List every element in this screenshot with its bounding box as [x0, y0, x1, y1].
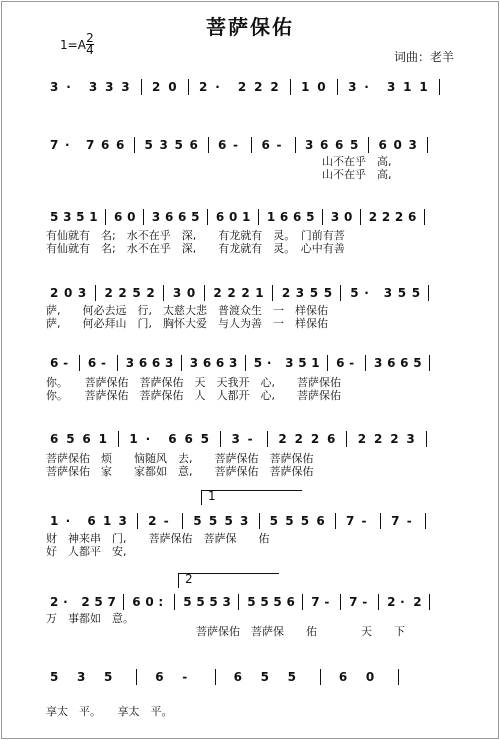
note: 2 — [227, 286, 236, 300]
lyric-line: 菩萨保佑 菩萨保 佑 天 下 — [196, 625, 405, 638]
notation-row — [46, 593, 451, 611]
lyric-line: 你。 菩萨保佑 菩萨保佑 天 天我开 心, 菩萨保佑 — [46, 376, 341, 389]
barline — [181, 355, 182, 371]
barline — [141, 79, 142, 95]
dot: · — [66, 80, 71, 94]
note: 5 — [144, 138, 153, 152]
note: 5 — [273, 595, 282, 609]
barline — [258, 209, 259, 225]
time-bottom: 4 — [86, 43, 94, 57]
barline — [337, 79, 338, 95]
key-signature: 1=A — [60, 38, 86, 52]
barline — [215, 669, 216, 685]
note: 3 — [406, 432, 415, 446]
barline — [143, 209, 144, 225]
note: 5 — [94, 595, 103, 609]
notation-row — [46, 284, 451, 302]
time-signature — [86, 33, 94, 56]
note: 5 — [104, 670, 113, 684]
note: 6 — [387, 356, 396, 370]
note: 6 — [407, 210, 417, 224]
note: 7 — [50, 138, 59, 152]
barline — [163, 285, 164, 301]
note: 3 — [240, 514, 249, 528]
dot: · — [266, 356, 272, 370]
barline — [259, 513, 260, 529]
barline — [429, 355, 430, 371]
note: 6 — [400, 356, 409, 370]
second-ending-bracket — [178, 573, 279, 588]
note: 2 — [237, 80, 247, 94]
note: 2 — [104, 286, 113, 300]
barline — [368, 137, 369, 153]
note: 3 — [383, 286, 393, 300]
barline — [428, 285, 429, 301]
barline — [427, 137, 428, 153]
dot: · — [145, 432, 151, 446]
notation-row — [46, 78, 451, 96]
barline — [136, 669, 137, 685]
note: 3 — [77, 670, 86, 684]
barline — [208, 137, 209, 153]
note: 5 — [285, 514, 294, 528]
note: 5 — [132, 286, 141, 300]
barline — [118, 431, 119, 447]
barline — [320, 669, 321, 685]
sustain-dash: - — [63, 356, 69, 370]
note: 3 — [63, 210, 72, 224]
note: 5 — [306, 210, 315, 224]
sustain-dash: - — [182, 670, 188, 684]
note: 6 — [202, 356, 212, 370]
note: 1 — [419, 80, 428, 94]
sustain-dash: - — [361, 514, 367, 528]
barline — [238, 594, 239, 610]
barline — [378, 594, 379, 610]
note: 6 — [215, 356, 225, 370]
barline — [380, 513, 381, 529]
note: 5 — [200, 432, 210, 446]
sustain-dash: - — [247, 432, 253, 446]
note: 3 — [305, 138, 314, 152]
barline — [340, 594, 341, 610]
note: 1 — [102, 514, 112, 528]
note: 2 — [387, 595, 396, 609]
barline — [188, 79, 189, 95]
note: 2 — [50, 595, 59, 609]
barline — [302, 594, 303, 610]
note: 6 — [164, 210, 174, 224]
note: 6 — [168, 432, 177, 446]
note: 5 — [323, 286, 333, 300]
note: 7 — [86, 138, 95, 152]
note: 3 — [231, 432, 240, 446]
note: 2 — [148, 514, 157, 528]
lyric-line: 萨, 何必去远 行, 太慈大悲 普渡众生 一 样保佑 — [46, 304, 328, 317]
lyric-line: 享太 平。 享太 平。 — [46, 705, 173, 718]
note: 1 — [98, 432, 107, 446]
note: 7 — [107, 595, 116, 609]
lyric-line: 菩萨保佑 家 家都如 意, 菩萨保佑 菩萨保佑 — [46, 465, 314, 478]
note: 1 — [301, 80, 310, 94]
time-top: 2 — [86, 31, 94, 45]
notation-row — [46, 430, 451, 448]
note: 5 — [247, 595, 256, 609]
note: 2 — [213, 286, 222, 300]
note: 0 — [127, 210, 136, 224]
note: 5 — [76, 210, 85, 224]
note: 0 — [365, 670, 375, 684]
note: 3 — [295, 286, 305, 300]
note: 6 — [327, 432, 336, 446]
first-ending-bracket — [201, 490, 302, 505]
note: 7 — [349, 595, 358, 609]
note: 3 — [408, 138, 417, 152]
note: 3 — [348, 80, 357, 94]
note: 6 — [82, 432, 91, 446]
dot: · — [364, 286, 369, 300]
barline — [245, 355, 246, 371]
note: 1 — [242, 210, 251, 224]
sustain-dash: - — [349, 356, 355, 370]
barline — [340, 285, 341, 301]
note: 6 — [233, 670, 242, 684]
note: 1 — [89, 210, 98, 224]
dot: · — [65, 138, 70, 152]
sustain-dash: - — [362, 595, 368, 609]
dot: · — [65, 514, 71, 528]
note: 5 — [397, 286, 407, 300]
sustain-dash: - — [233, 138, 238, 152]
note: 5 — [208, 514, 218, 528]
note: 2 — [254, 80, 263, 94]
volta-number: 2 — [185, 572, 193, 586]
barline — [204, 285, 205, 301]
barline — [335, 513, 336, 529]
note: 6 — [87, 514, 96, 528]
note: 7 — [391, 514, 400, 528]
note: 5 — [196, 595, 205, 609]
note: 6 — [218, 138, 227, 152]
note: 2 — [394, 210, 404, 224]
sustain-dash: - — [324, 595, 330, 609]
barline — [322, 209, 323, 225]
lyric-line: 万 事都如 意。 — [46, 612, 134, 625]
note: 6 — [336, 356, 345, 370]
barline — [117, 355, 118, 371]
lyricist-composer: 词曲：老羊 — [393, 50, 454, 64]
note: 6 — [279, 210, 289, 224]
barline — [398, 669, 399, 685]
barline — [426, 431, 427, 447]
note: 3 — [164, 356, 174, 370]
note: 3 — [121, 80, 130, 94]
note: 6 — [114, 210, 123, 224]
lyric-line: 山不在乎 高, — [322, 168, 392, 181]
note: 2 — [270, 80, 279, 94]
note: 6 — [261, 138, 270, 152]
barline — [95, 285, 96, 301]
note: 5 — [309, 286, 319, 300]
lyric-line: 山不在乎 高, — [322, 155, 392, 168]
note: 6 — [87, 356, 97, 370]
lyric-line: 好 人都平 安, — [46, 545, 127, 558]
dot: · — [400, 595, 405, 609]
notation-row — [46, 354, 451, 372]
note: 6 — [184, 432, 193, 446]
barline — [251, 137, 252, 153]
note: 3 — [118, 514, 127, 528]
barline — [365, 355, 366, 371]
note: 6 — [378, 138, 387, 152]
note: 2 — [118, 286, 127, 300]
note: 6 — [50, 432, 59, 446]
note: 2 — [381, 210, 391, 224]
note: 6 — [189, 138, 198, 152]
note: 0 — [228, 210, 238, 224]
note: 5 — [66, 432, 75, 446]
note: 0 — [186, 286, 196, 300]
barline — [346, 431, 347, 447]
song-title: 菩萨保佑 — [206, 15, 294, 39]
note: 3 — [77, 286, 87, 300]
barline — [174, 594, 175, 610]
note: 6 — [316, 514, 325, 528]
barline — [220, 431, 221, 447]
note: 2 — [294, 432, 303, 446]
note: 5 — [350, 138, 359, 152]
sustain-dash: - — [276, 138, 282, 152]
barline — [290, 79, 291, 95]
note: 2 — [357, 432, 367, 446]
note: 3 — [330, 210, 340, 224]
note: 2 — [281, 286, 291, 300]
lyric-line: 菩萨保佑 烦 恼随风 去, 菩萨保佑 菩萨保佑 — [46, 452, 314, 465]
note: 1 — [403, 80, 412, 94]
notation-row — [46, 208, 451, 226]
note: 7 — [345, 514, 355, 528]
note: 6 — [293, 210, 302, 224]
note: 2 — [152, 80, 161, 94]
notation-row — [46, 668, 451, 686]
note: 1 — [266, 210, 276, 224]
note: 5 — [287, 670, 296, 684]
barline — [137, 513, 138, 529]
lyric-line: 有仙就有 名; 水不在乎 深, 有龙就有 灵。 门前有菩 — [46, 229, 345, 242]
note: 5 — [269, 514, 278, 528]
note: 3 — [159, 138, 168, 152]
barline — [327, 355, 328, 371]
note: 5 — [191, 210, 200, 224]
lyric-line: 有仙就有 名; 水不在乎 深, 有龙就有 灵。 心中有善 — [46, 242, 345, 255]
note: 5 — [300, 514, 310, 528]
sustain-dash: - — [100, 356, 106, 370]
barline — [295, 137, 296, 153]
note: 2 — [390, 432, 399, 446]
barline — [425, 513, 426, 529]
barline — [207, 209, 208, 225]
note: 2 — [374, 432, 383, 446]
note: 2 — [199, 80, 208, 94]
note: 6 — [138, 356, 148, 370]
note: 3 — [151, 210, 161, 224]
barline — [267, 431, 268, 447]
note: 3 — [125, 356, 135, 370]
note: 6 — [320, 138, 329, 152]
note: 5 — [260, 670, 269, 684]
note: 5 — [411, 286, 421, 300]
note: 3 — [88, 80, 98, 94]
lyric-line: 萨, 何必拜山 门, 胸怀大爱 与人为善 一 样保佑 — [46, 317, 328, 330]
note: 5 — [413, 356, 422, 370]
note: 6 — [50, 356, 59, 370]
barline — [360, 209, 361, 225]
note: 3 — [228, 356, 238, 370]
note: 3 — [172, 286, 182, 300]
note: 0 — [343, 210, 353, 224]
note: 2 — [310, 432, 320, 446]
barline — [429, 594, 430, 610]
note: 6 — [151, 356, 161, 370]
notation-row — [46, 136, 451, 154]
note: 3 — [285, 356, 294, 370]
note: 2 — [368, 210, 378, 224]
note: 6 — [335, 138, 344, 152]
lyric-line: 你。 菩萨保佑 菩萨保佑 人 人都开 心, 菩萨保佑 — [46, 389, 341, 402]
note: 2 — [278, 432, 287, 446]
note: 3 — [189, 356, 199, 370]
barline — [134, 137, 135, 153]
note: 5 — [50, 210, 59, 224]
note: 2 — [413, 595, 422, 609]
note: 5 — [193, 514, 202, 528]
volta-number: 1 — [208, 489, 216, 503]
note: 5 — [224, 514, 233, 528]
note: 5 — [298, 356, 307, 370]
note: 3 — [374, 356, 383, 370]
repeat-sign: : — [158, 595, 164, 609]
note: 1 — [50, 514, 59, 528]
note: 6 — [286, 595, 295, 609]
note: 6 — [155, 670, 164, 684]
note: 3 — [105, 80, 114, 94]
note: 5 — [209, 595, 218, 609]
note: 6 — [116, 138, 125, 152]
lyric-line: 财 神来串 门, 菩萨保佑 菩萨保 佑 — [46, 532, 270, 545]
note: 0 — [317, 80, 326, 94]
note: 5 — [260, 595, 269, 609]
barline — [272, 285, 273, 301]
note: 2 — [50, 286, 59, 300]
note: 2 — [241, 286, 250, 300]
note: 0 — [168, 80, 177, 94]
note: 6 — [101, 138, 110, 152]
note: 2 — [81, 595, 90, 609]
sustain-dash: - — [163, 514, 169, 528]
note: 0 — [63, 286, 73, 300]
note: 6 — [132, 595, 141, 609]
dot: · — [215, 80, 220, 94]
note: 1 — [129, 432, 138, 446]
note: 1 — [255, 286, 264, 300]
dot: · — [364, 80, 369, 94]
note: 5 — [50, 670, 59, 684]
note: 1 — [311, 356, 320, 370]
note: 5 — [183, 595, 192, 609]
barline — [123, 594, 124, 610]
barline — [424, 209, 425, 225]
note: 3 — [50, 80, 59, 94]
note: 6 — [215, 210, 225, 224]
note: 5 — [350, 286, 359, 300]
note: 5 — [174, 138, 183, 152]
note: 3 — [222, 595, 231, 609]
note: 6 — [338, 670, 348, 684]
notation-row — [46, 512, 451, 530]
barline — [105, 209, 106, 225]
sustain-dash: - — [406, 514, 412, 528]
note: 7 — [311, 595, 320, 609]
dot: · — [63, 595, 68, 609]
barline — [182, 513, 183, 529]
note: 0 — [145, 595, 154, 609]
note: 2 — [146, 286, 155, 300]
barline — [79, 355, 80, 371]
barline — [439, 79, 440, 95]
note: 6 — [178, 210, 187, 224]
note: 5 — [253, 356, 263, 370]
note: 0 — [393, 138, 402, 152]
note: 3 — [386, 80, 396, 94]
